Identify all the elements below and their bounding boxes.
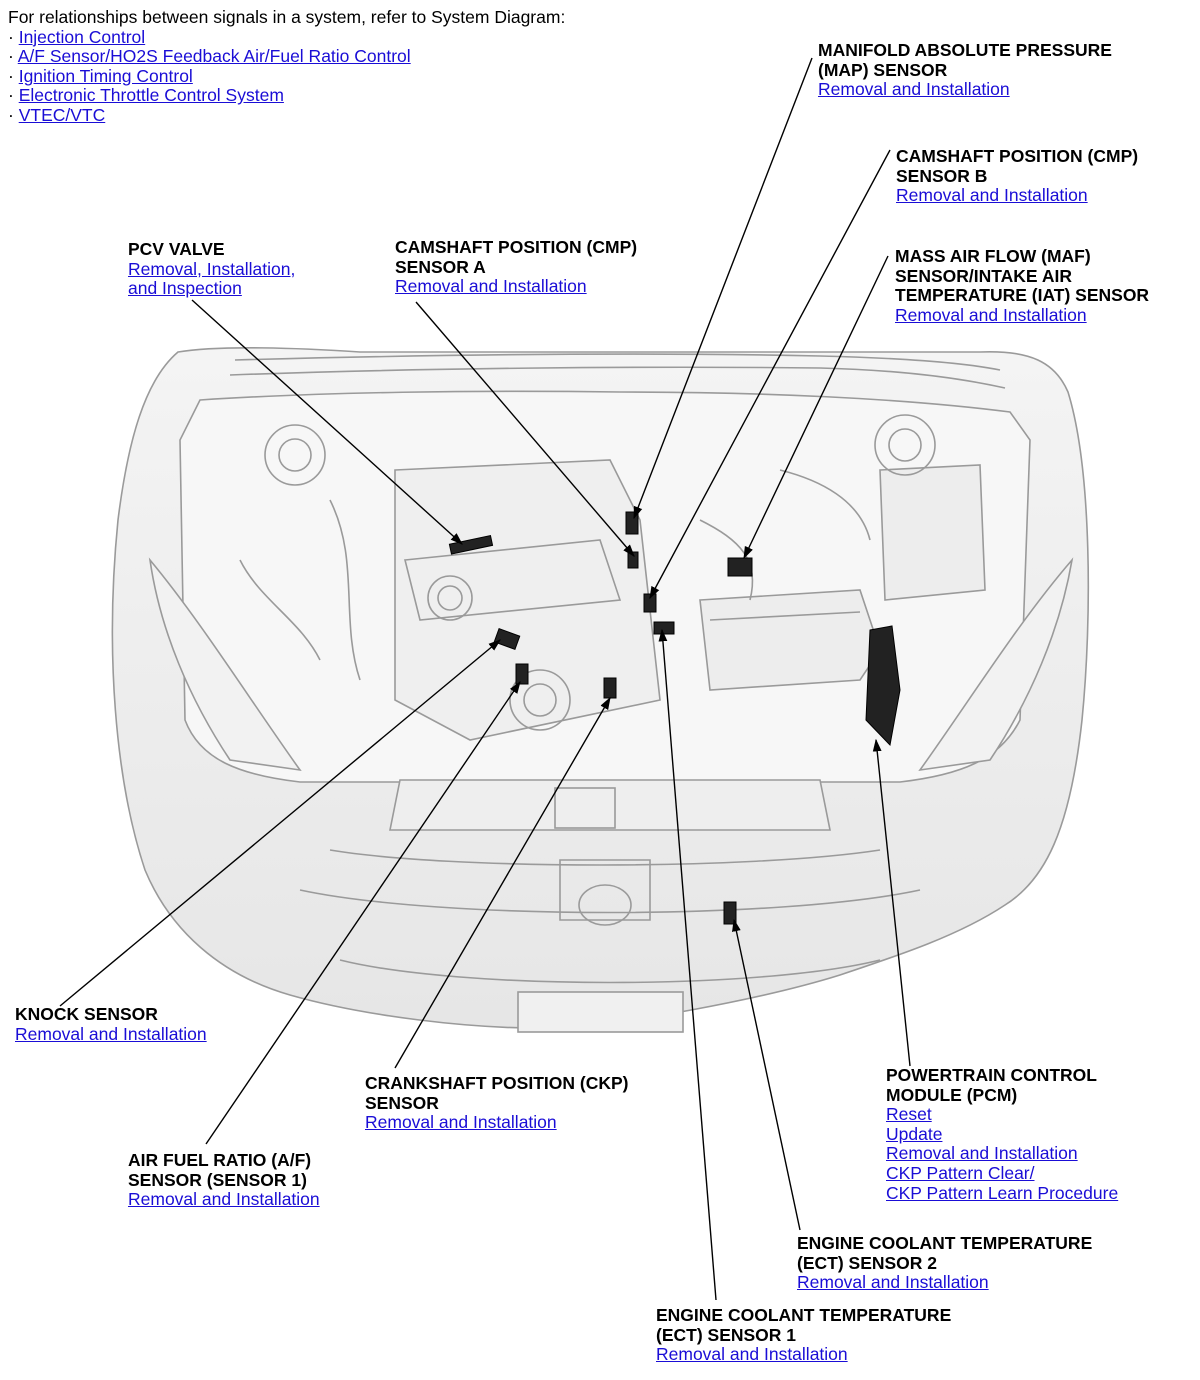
link-electronic-throttle-control[interactable]: Electronic Throttle Control System bbox=[18, 85, 284, 106]
label-title: CAMSHAFT POSITION (CMP) bbox=[896, 146, 1139, 166]
label-knock-sensor bbox=[15, 1005, 207, 1044]
link-pcv-inspection[interactable]: and Inspection bbox=[128, 278, 242, 299]
label-title: KNOCK SENSOR bbox=[15, 1004, 158, 1024]
label-title: SENSOR A bbox=[395, 256, 486, 277]
label-title: POWERTRAIN CONTROL bbox=[886, 1065, 1097, 1085]
label-title: TEMPERATURE (IAT) SENSOR bbox=[895, 285, 1150, 306]
link-cmp-a-removal[interactable]: Removal and Installation bbox=[395, 276, 587, 297]
intro-bullet-3: · Ignition Timing Control bbox=[8, 65, 193, 86]
label-title: SENSOR (SENSOR 1) bbox=[128, 1169, 307, 1190]
intro-bullet-1: · Injection Control bbox=[8, 26, 146, 47]
link-ckp-removal[interactable]: Removal and Installation bbox=[365, 1112, 557, 1133]
link-ckp-pattern-clear[interactable]: CKP Pattern Clear/ bbox=[886, 1162, 1035, 1183]
link-pcm-update[interactable]: Update bbox=[886, 1123, 943, 1144]
label-title: SENSOR bbox=[365, 1092, 439, 1113]
label-title: AIR FUEL RATIO (A/F) bbox=[128, 1150, 312, 1170]
label-cmp-sensor-b bbox=[896, 147, 1138, 206]
label-title: CAMSHAFT POSITION (CMP) bbox=[395, 237, 638, 257]
af-sensor-part bbox=[516, 664, 528, 684]
label-title: (ECT) SENSOR 1 bbox=[656, 1324, 797, 1345]
label-title: (MAP) SENSOR bbox=[818, 59, 948, 80]
link-pcm-reset[interactable]: Reset bbox=[886, 1104, 932, 1125]
label-title: PCV VALVE bbox=[128, 239, 225, 259]
link-ect1-removal[interactable]: Removal and Installation bbox=[656, 1344, 848, 1365]
label-af-sensor bbox=[128, 1151, 320, 1210]
label-cmp-sensor-a bbox=[395, 238, 637, 297]
intro-bullet-4: · Electronic Throttle Control System bbox=[8, 85, 284, 106]
label-pcv-valve bbox=[128, 240, 295, 299]
vehicle-front-drawing bbox=[112, 348, 1088, 1032]
link-ect2-removal[interactable]: Removal and Installation bbox=[797, 1272, 989, 1293]
link-pcm-removal[interactable]: Removal and Installation bbox=[886, 1143, 1078, 1164]
label-map-sensor bbox=[818, 41, 1112, 100]
link-af-removal[interactable]: Removal and Installation bbox=[128, 1189, 320, 1210]
label-ckp-sensor bbox=[365, 1074, 628, 1133]
link-pcv-removal[interactable]: Removal, Installation, bbox=[128, 258, 296, 279]
label-pcm bbox=[886, 1066, 1118, 1203]
link-af-feedback-control[interactable]: A/F Sensor/HO2S Feedback Air/Fuel Ratio Control bbox=[17, 46, 411, 67]
link-cmp-b-removal[interactable]: Removal and Installation bbox=[896, 185, 1088, 206]
label-title: (ECT) SENSOR 2 bbox=[797, 1252, 938, 1273]
link-ckp-pattern-learn[interactable]: CKP Pattern Learn Procedure bbox=[886, 1182, 1119, 1203]
ckp-sensor-part bbox=[604, 678, 616, 698]
label-title: MASS AIR FLOW (MAF) bbox=[895, 246, 1091, 266]
intro-block bbox=[8, 8, 565, 126]
label-title: ENGINE COOLANT TEMPERATURE bbox=[797, 1233, 1093, 1253]
link-injection-control[interactable]: Injection Control bbox=[18, 26, 146, 47]
maf-sensor-part bbox=[728, 558, 752, 576]
link-map-removal[interactable]: Removal and Installation bbox=[818, 79, 1010, 100]
label-title: MANIFOLD ABSOLUTE PRESSURE bbox=[818, 40, 1112, 60]
label-title: SENSOR B bbox=[896, 165, 988, 186]
link-vtec-vtc[interactable]: VTEC/VTC bbox=[18, 104, 106, 125]
intro-text: For relationships between signals in a system, refer to System Diagram: bbox=[8, 7, 566, 27]
label-title: MODULE (PCM) bbox=[886, 1084, 1018, 1105]
link-knock-removal[interactable]: Removal and Installation bbox=[15, 1023, 207, 1044]
intro-bullet-2: · A/F Sensor/HO2S Feedback Air/Fuel Ratio Control bbox=[8, 46, 411, 67]
label-title: CRANKSHAFT POSITION (CKP) bbox=[365, 1073, 629, 1093]
label-ect-sensor-2 bbox=[797, 1234, 1092, 1293]
link-maf-removal[interactable]: Removal and Installation bbox=[895, 304, 1087, 325]
label-ect-sensor-1 bbox=[656, 1306, 951, 1365]
map-sensor-part bbox=[626, 512, 638, 534]
ect1-part bbox=[654, 622, 674, 634]
label-maf-iat-sensor bbox=[895, 247, 1149, 325]
link-ignition-timing-control[interactable]: Ignition Timing Control bbox=[18, 65, 193, 86]
label-title: ENGINE COOLANT TEMPERATURE bbox=[656, 1305, 952, 1325]
intro-bullet-5: · VTEC/VTC bbox=[8, 104, 106, 125]
label-title: SENSOR/INTAKE AIR bbox=[895, 265, 1072, 286]
